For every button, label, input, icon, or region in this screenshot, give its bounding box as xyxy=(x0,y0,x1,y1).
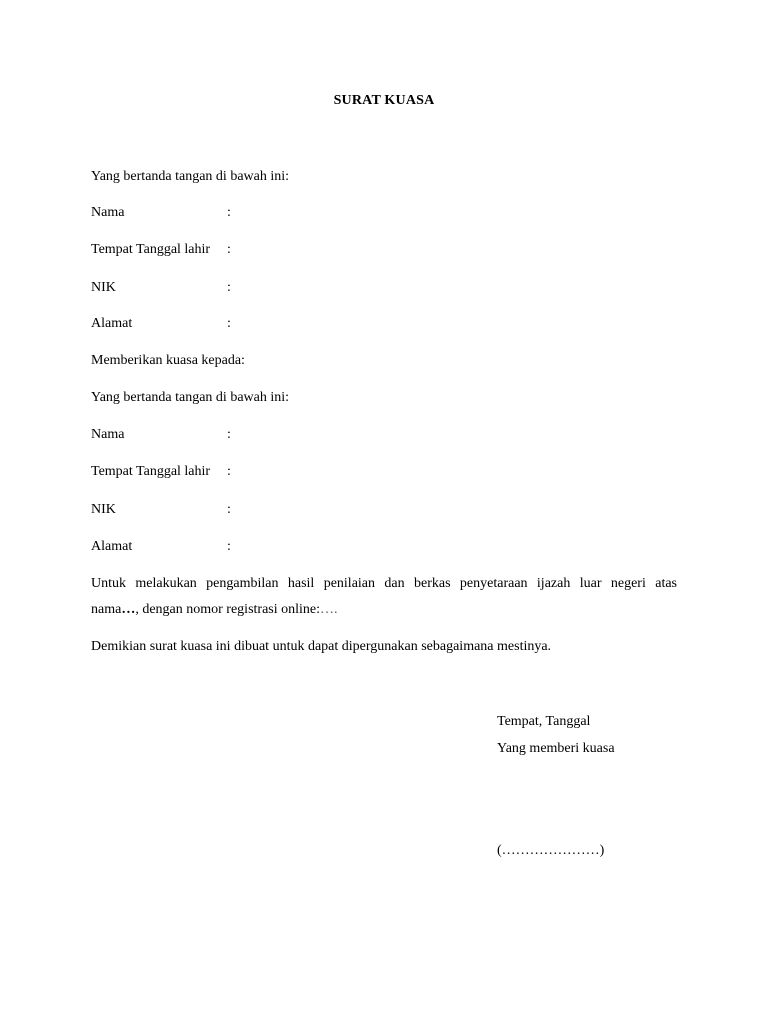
field-nama-1 xyxy=(91,205,231,221)
transfer-text: Memberikan kuasa kepada: xyxy=(91,353,245,368)
field-label: NIK xyxy=(91,502,116,517)
field-ttl-2 xyxy=(91,464,231,480)
signature-giver: Yang memberi kuasa xyxy=(497,741,615,756)
field-colon: : xyxy=(227,205,231,220)
field-nama-2 xyxy=(91,427,231,443)
field-alamat-2 xyxy=(91,539,231,555)
field-alamat-1 xyxy=(91,316,231,332)
purpose-middle-text: , dengan nomor registrasi online: xyxy=(135,602,321,617)
field-label: Tempat Tanggal lahir xyxy=(91,464,211,479)
signature-place-date: Tempat, Tanggal xyxy=(497,714,591,729)
field-colon: : xyxy=(227,242,231,257)
purpose-paragraph xyxy=(91,571,677,623)
field-label: Alamat xyxy=(91,316,133,331)
closing-text: Demikian surat kuasa ini dibuat untuk dapat dipergunakan sebagaimana mestinya. xyxy=(91,639,552,654)
field-colon: : xyxy=(227,280,231,295)
intro-text-1: Yang bertanda tangan di bawah ini: xyxy=(91,169,290,184)
purpose-line-1: Untuk melakukan pengambilan hasil penilaian dan berkas penyetaraan ijazah luar negeri atas xyxy=(91,576,677,591)
purpose-registration-dots: …. xyxy=(320,602,338,617)
field-colon: : xyxy=(227,427,231,442)
field-label: NIK xyxy=(91,280,116,295)
field-label: Alamat xyxy=(91,539,133,554)
document-title: SURAT KUASA xyxy=(333,93,435,108)
field-ttl-1 xyxy=(91,242,231,258)
field-label: Tempat Tanggal lahir xyxy=(91,242,211,257)
field-label: Nama xyxy=(91,205,125,220)
field-nik-2 xyxy=(91,502,231,518)
field-colon: : xyxy=(227,464,231,479)
field-colon: : xyxy=(227,316,231,331)
field-colon: : xyxy=(227,502,231,517)
purpose-line-2 xyxy=(91,597,677,623)
field-label: Nama xyxy=(91,427,125,442)
field-colon: : xyxy=(227,539,231,554)
intro-text-2: Yang bertanda tangan di bawah ini: xyxy=(91,390,290,405)
field-nik-1 xyxy=(91,280,231,296)
signature-name-placeholder: (…………………) xyxy=(497,843,605,858)
purpose-name-prefix: nama xyxy=(91,602,122,617)
purpose-name-ellipsis: … xyxy=(121,602,136,617)
